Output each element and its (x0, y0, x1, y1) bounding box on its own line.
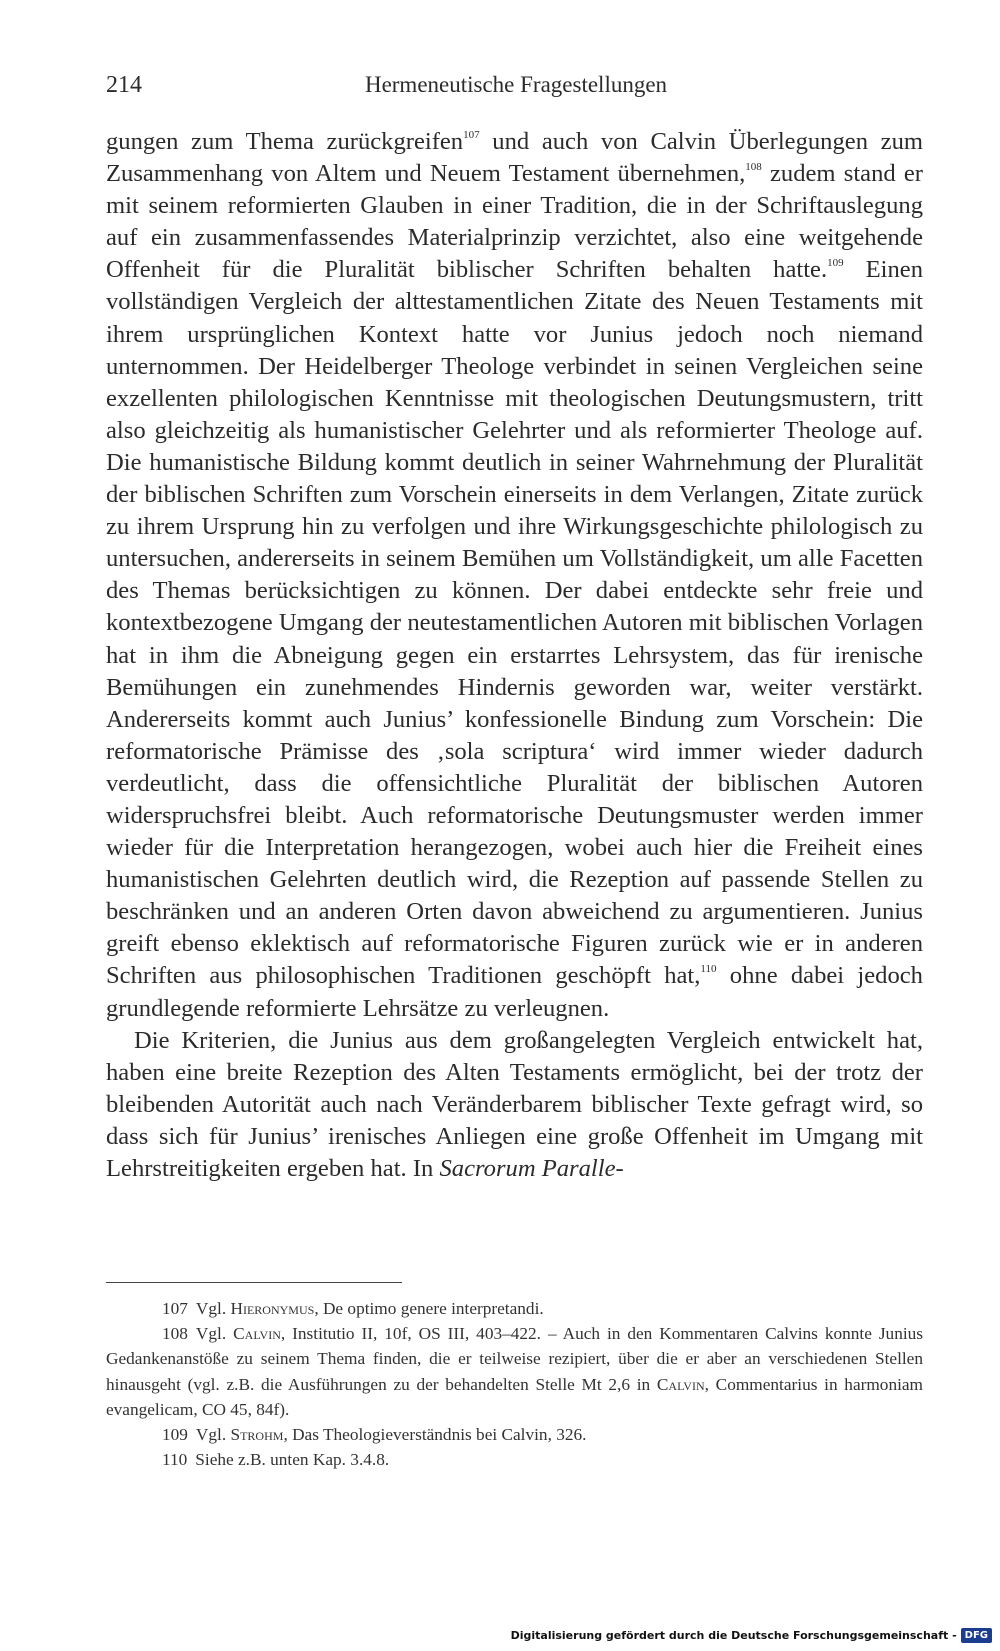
running-head (106, 72, 926, 108)
author-name: Calvin (233, 1324, 281, 1344)
author-name: Strohm (230, 1425, 284, 1445)
footnote-ref-109: 109 (827, 257, 844, 270)
text-run: und auch von Calvin Überlegungen zum Zusammenhang von Altem und Neuem Testament übernehmen, (106, 128, 923, 188)
text-run: zudem stand er mit seinem reformierten Glauben in einer Tradition, die in der Schriftauslegung auf ein zusammenfassendes Materialprinzip verzichtet, also eine weitgehende Offenheit für die Pluralität biblischer Schriften behalten hatte. (106, 160, 923, 284)
digitization-credit (511, 1625, 992, 1645)
text-run: Siehe z.B. unten Kap. 3.4.8. (195, 1450, 390, 1470)
work-title: Sacrorum Paralle- (439, 1155, 624, 1182)
author-name: Hieronymus (230, 1299, 315, 1318)
text-run: Einen vollständigen Vergleich der alttestamentlichen Zitate des Neuen Testaments mit ihrem ursprünglichen Kontext hatte vor Junius jedoch noch niemand unternommen. Der Heidelberger Theologe verbindet in seinen Vergleichen seine exzellenten philologischen Kenntnisse mit theologischen Deutungsmustern, tritt also gleichzeitig als humanistischer Gelehrter und als reformierter Theologe auf. Die humanistische Bildung kommt deutlich in seiner Wahrnehmung der Pluralität der biblischen Schriften zum Vorschein einerseits in dem Verlangen, Zitate zurück zu ihrem Ursprung hin zu verfolgen und ihre Wirkungsgeschichte philologisch zu untersuchen, andererseits in seinem Bemühen um Vollständigkeit, um alle Facetten des Themas berücksichtigen zu können. Der dabei entdeckte sehr freie und kontextbezogene Umgang der neutestamentlichen Autoren mit biblischen Vorlagen hat in ihm die Abneigung gegen ein erstarrtes Lehrsystem, das für irenische Bemühungen ein zunehmendes Hindernis geworden war, weiter verstärkt. Andererseits kommt auch Junius’ konfessionelle Bindung zum Vorschein: Die reformatorische Prämisse des ‚sola scriptura‘ wird immer wieder dadurch verdeutlicht, dass die offensichtliche Pluralität der biblischen Autoren widerspruchsfrei bleibt. Auch reformatorische Deutungsmuster werden immer wieder für die Interpretation herangezogen, wobei auch hier die Freiheit eines humanistischen Gelehrten deutlich wird, die Rezeption auf passende Stellen zu beschränken und an anderen Orten davon abweichend zu argumentieren. Junius greift ebenso eklektisch auf reformatorische Figuren zurück wie er in anderen Schriften aus philosophischen Traditionen geschöpft hat, (106, 256, 924, 990)
author-name: Calvin (656, 1374, 705, 1394)
text-run: Vgl. (195, 1425, 231, 1445)
footnote-108 (106, 1321, 923, 1422)
text-run: Die Kriterien, die Junius aus dem großangelegten Vergleich entwickelt hat, haben eine breite Rezeption des Alten Testaments ermöglicht, bei der trotz der bleibenden Autorität auch nach Veränderbarem biblischer Texte gefragt wird, so dass sich für Junius’ irenisches Anliegen eine große Offenheit im Umgang mit Lehrstreitigkeiten ergeben hat. In (106, 1026, 923, 1182)
dfg-logo: DFG (961, 1628, 992, 1643)
running-title: Hermeneutische Fragestellungen (364, 72, 668, 97)
text-run: gungen zum Thema zurückgreifen (106, 128, 464, 155)
footnote-number: 108 (162, 1324, 188, 1344)
text-run: , De optimo genere interpretandi. (314, 1299, 544, 1318)
footnote-ref-108: 108 (745, 161, 762, 174)
paragraph-1 (106, 126, 923, 1025)
footnote-number: 109 (162, 1425, 188, 1445)
paragraph-2 (106, 1025, 923, 1185)
footnote-109 (106, 1422, 923, 1447)
footnotes (106, 1296, 923, 1472)
footnote-ref-107: 107 (463, 129, 480, 141)
text-run: , Commentarius in harmoniam evangelicam, CO 45, 84f). (106, 1374, 923, 1419)
footnote-107 (106, 1296, 923, 1321)
footnote-ref-110: 110 (700, 963, 717, 976)
footnote-separator (106, 1282, 402, 1283)
footnote-number: 110 (162, 1450, 188, 1470)
page-number: 214 (106, 72, 142, 98)
text-run: , Das Theologieverständnis bei Calvin, 326. (283, 1425, 587, 1445)
footnote-number: 107 (162, 1299, 188, 1318)
credit-text: Digitalisierung gefördert durch die Deutsche Forschungsgemeinschaft - (510, 1628, 957, 1642)
footnote-110 (106, 1447, 923, 1472)
text-run: ohne dabei jedoch grundlegende reformierte Lehrsätze zu verleugnen. (106, 962, 923, 1022)
text-run: Vgl. (195, 1299, 231, 1318)
text-run: , Institutio II, 10f, OS III, 403–422. – Auch in den Kommentaren Calvins konnte Junius Gedankenanstöße zu seinem Thema finden, die er teilweise rezipiert, über die er aber an verschiedenen Stellen hinausgeht (vgl. z.B. die Ausführungen zu der behandelten Stelle Mt 2,6 in (106, 1324, 923, 1394)
text-run: Vgl. (195, 1324, 234, 1344)
body-text (106, 126, 923, 1185)
